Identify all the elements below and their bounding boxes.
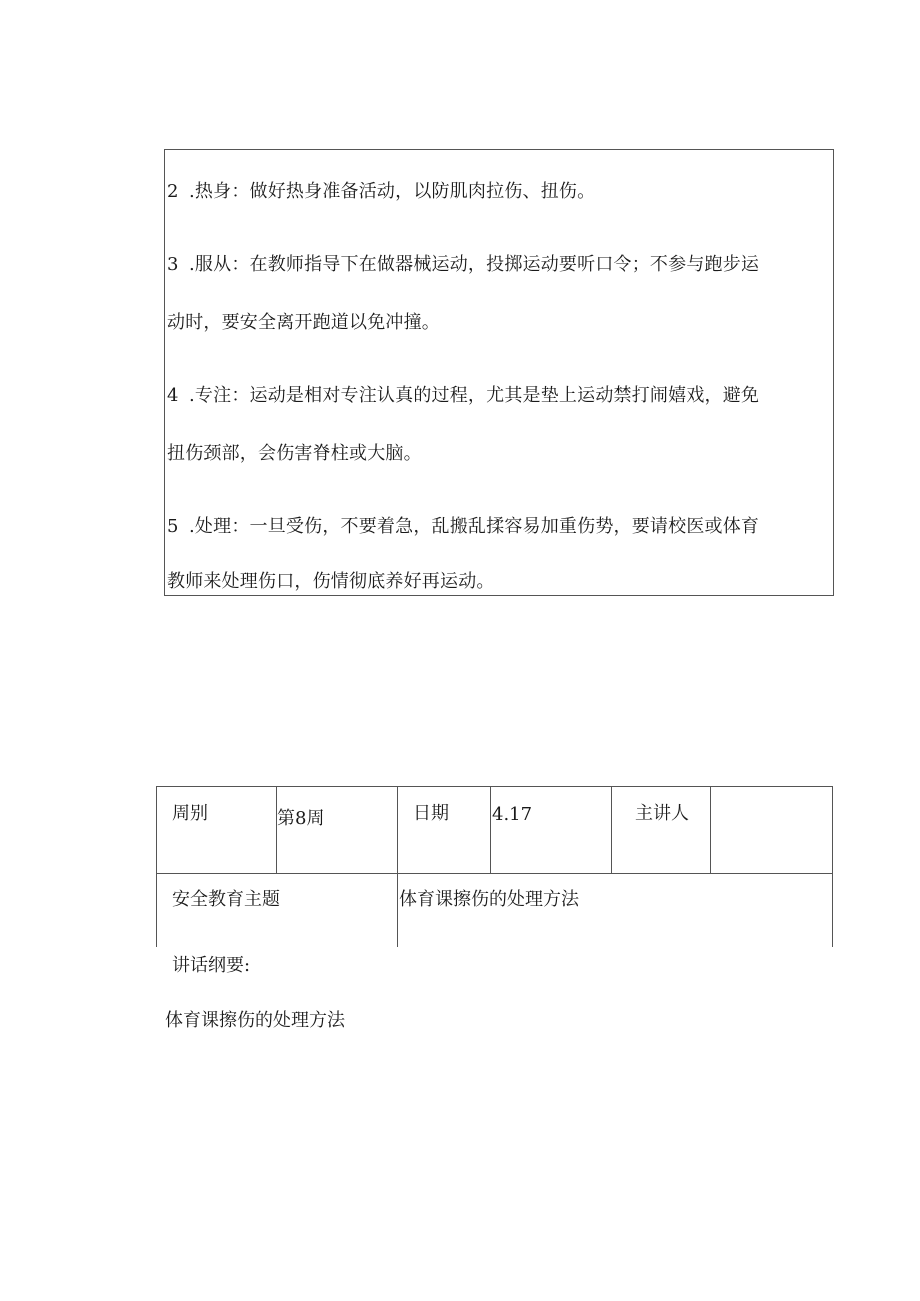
rule-5-text-1: .处理：一旦受伤，不要着急，乱搬乱揉容易加重伤势，要请校医或体育 — [189, 516, 760, 537]
rule-5-line-2 — [167, 567, 495, 593]
rule-3-line-1 — [167, 250, 759, 276]
rule-3-text-2: 动时，要安全离开跑道以免冲撞。 — [167, 312, 440, 333]
rule-2-line-1 — [167, 177, 595, 203]
rule-5-line-1 — [167, 512, 759, 538]
rule-3-number: 3 — [167, 254, 179, 275]
rule-3-text-1: .服从：在教师指导下在做器械运动，投掷运动要听口令；不参与跑步运 — [189, 254, 760, 275]
rule-2-text: .热身：做好热身准备活动，以防肌肉拉伤、扭伤。 — [189, 181, 596, 202]
topic-value: 体育课擦伤的处理方法 — [399, 889, 579, 910]
topic-label: 安全教育主题 — [172, 889, 280, 910]
week-value: 第8周 — [277, 808, 325, 829]
table-col-divider-4 — [611, 786, 612, 873]
rule-4-number: 4 — [167, 385, 179, 406]
rule-3-line-2 — [167, 308, 440, 334]
table-col-divider-5 — [710, 786, 711, 873]
rule-5-text-2: 教师来处理伤口，伤情彻底养好再运动。 — [167, 571, 495, 592]
table-col-divider-3 — [490, 786, 491, 873]
table-top-border — [156, 786, 833, 787]
table-col-divider-2 — [397, 786, 398, 947]
table-right-border — [832, 786, 833, 947]
rule-2-number: 2 — [167, 181, 179, 202]
rule-5-number: 5 — [167, 516, 179, 537]
date-label: 日期 — [413, 803, 449, 824]
outline-content: 体育课擦伤的处理方法 — [165, 1010, 345, 1031]
outline-label: 讲话纲要: — [172, 955, 251, 976]
date-value: 4.17 — [492, 804, 533, 825]
rule-4-line-1 — [167, 381, 759, 407]
speaker-label: 主讲人 — [635, 803, 689, 824]
rule-4-line-2 — [167, 439, 422, 465]
schedule-table — [156, 786, 833, 947]
table-row-divider — [156, 873, 833, 874]
week-label: 周别 — [172, 803, 208, 824]
table-left-border — [156, 786, 157, 947]
rule-4-text-1: .专注：运动是相对专注认真的过程，尤其是垫上运动禁打闹嬉戏，避免 — [189, 385, 760, 406]
rule-4-text-2: 扭伤颈部，会伤害脊柱或大脑。 — [167, 443, 422, 464]
safety-rules-box — [164, 149, 834, 596]
